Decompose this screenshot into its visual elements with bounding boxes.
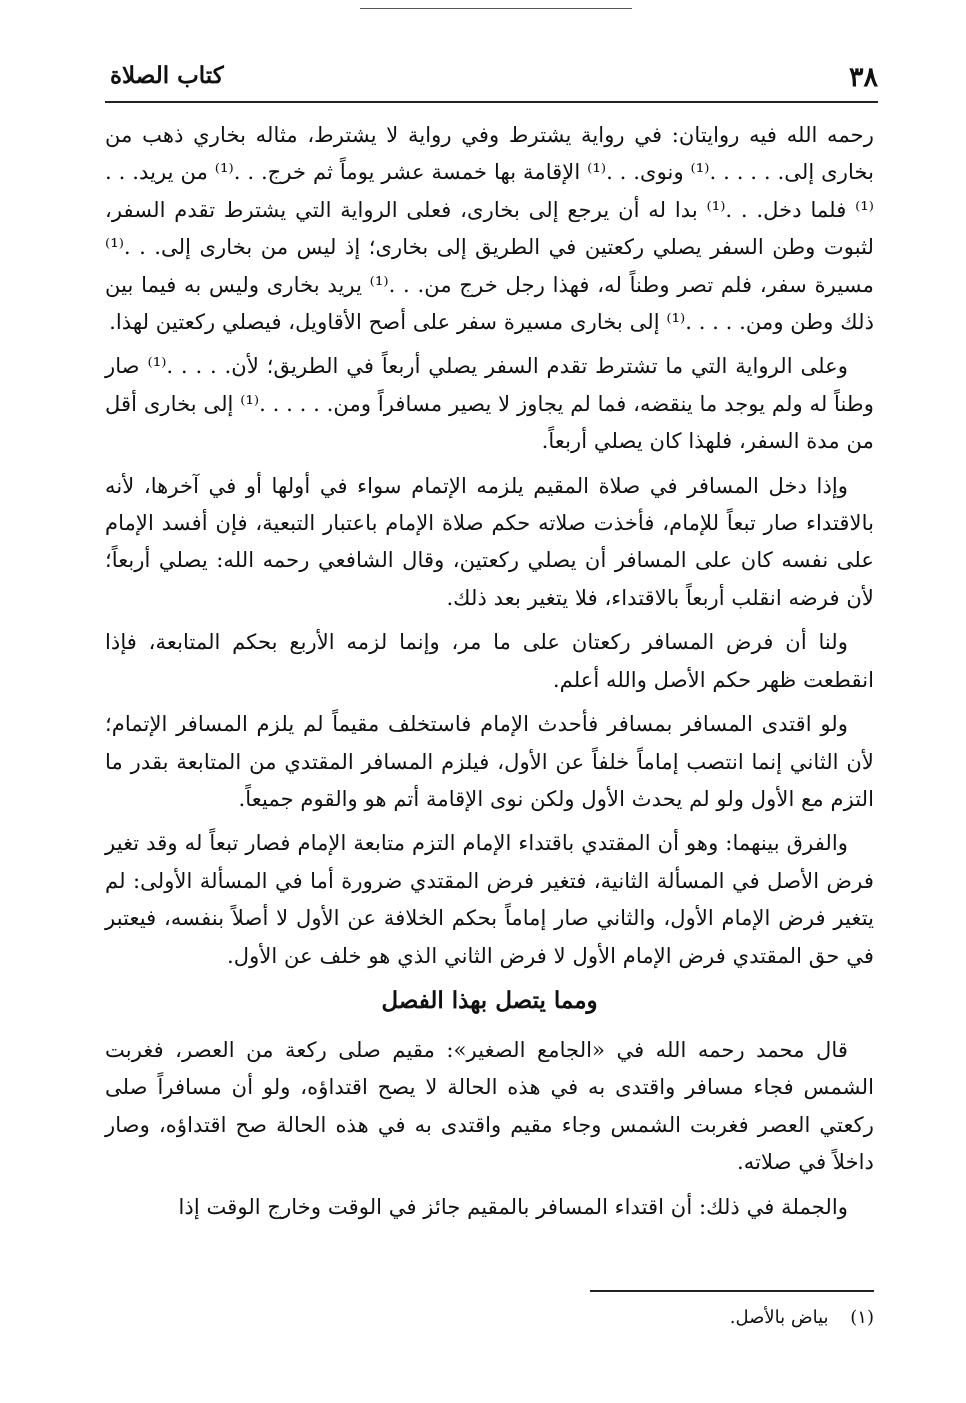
header-rule	[105, 101, 878, 103]
paragraph-1: رحمه الله فيه روايتان: في رواية يشترط وفي رواية لا يشترط، مثاله بخاري ذهب من بخارى إلى. . . . . .⁽¹⁾ ونوى. . .⁽¹⁾ الإقامة بها خمسة عشر يوماً ثم خرج. . .⁽¹⁾ من يريد. . .⁽¹⁾ فلما دخل. . .⁽¹⁾ بدا له أن يرجع إلى بخارى، فعلى الرواية التي يشترط تقدم السفر، لثبوت وطن السفر يصلي ركعتين في الطريق إلى بخارى؛ إذ ليس من بخارى إلى. . .⁽¹⁾ مسيرة سفر، فلم تصر وطناً له، فهذا رجل خرج من. . .⁽¹⁾ يريد بخارى وليس به فيما بين ذلك وطن ومن. . . . .⁽¹⁾ إلى بخارى مسيرة سفر على أصح الأقاويل، فيصلي ركعتين لهذا.	[105, 122, 875, 335]
section-heading: ومما يتصل بهذا الفصل	[381, 986, 598, 1014]
main-text	[105, 116, 874, 1232]
top-decorative-rule	[360, 8, 632, 9]
paragraph-2: وعلى الرواية التي ما تشترط تقدم السفر يصلي أربعاً في الطريق؛ لأن. . . . .⁽¹⁾ صار وطناً له ولم يوجد ما ينقضه، فما لم يجاوز لا يصير مسافراً ومن. . . . . .⁽¹⁾ إلى بخارى أقل من مدة السفر، فلهذا كان يصلي أربعاً.	[105, 353, 874, 454]
page-header	[110, 58, 878, 98]
footnote-rule	[590, 1290, 874, 1292]
footnotes	[105, 1304, 874, 1332]
page-number: ٣٨	[848, 62, 878, 93]
paragraph-5: ولو اقتدى المسافر بمسافر فأحدث الإمام فاستخلف مقيماً لم يلزم المسافر الإتمام؛ لأن الثاني إنما انتصب إماماً خلفاً عن الأول، فيلزم المسافر المقتدي من المتابعة بقدر ما التزم مع الأول ولو لم يحدث الأول ولكن نوى الإقامة أتم هو والقوم جميعاً.	[105, 711, 874, 811]
paragraph-8: والجملة في ذلك: أن اقتداء المسافر بالمقيم جائز في الوقت وخارج الوقت إذا	[178, 1193, 848, 1219]
footnote-text: بياض بالأصل.	[729, 1307, 829, 1328]
paragraph-3: وإذا دخل المسافر في صلاة المقيم يلزمه الإتمام سواء في أولها أو في آخرها، لأنه بالاقتداء صار تبعاً للإمام، فأخذت صلاته حكم صلاة الإمام باعتبار التبعية، فإن أفسد الإمام على نفسه كان على المسافر أن يصلي ركعتين، وقال الشافعي رحمه الله: يصلي أربعاً؛ لأن فرضه انقلب أربعاً بالاقتداء، فلا يتغير بعد ذلك.	[105, 472, 874, 610]
paragraph-7: قال محمد رحمه الله في «الجامع الصغير»: مقيم صلى ركعة من العصر، فغربت الشمس فجاء مسافر واقتدى به في هذه الحالة لا يصح اقتداؤه، ولو أن مسافراً صلى ركعتي العصر فغربت الشمس وجاء مقيم واقتدى به في هذه الحالة صح اقتداؤه، وصار داخلاً في صلاته.	[105, 1036, 874, 1175]
paragraph-6: والفرق بينهما: وهو أن المقتدي باقتداء الإمام التزم متابعة الإمام فصار تبعاً له وقد تغير فرض الأصل في المسألة الثانية، فتغير فرض المقتدي ضرورة أما في المسألة الأولى: لم يتغير فرض الإمام الأول، والثاني صار إماماً بحكم الخلافة عن الأول لا أصلاً بنفسه، فيعتبر في حق المقتدي فرض الإمام الأول لا فرض الثاني الذي هو خلف عن الأول.	[105, 830, 874, 968]
running-title: كتاب الصلاة	[110, 62, 224, 89]
footnote-item	[105, 1304, 874, 1332]
paragraph-4: ولنا أن فرض المسافر ركعتان على ما مر، وإنما لزمه الأربع بحكم المتابعة، فإذا انقطعت ظهر حكم الأصل والله أعلم.	[105, 629, 874, 692]
footnote-number: (١)	[850, 1307, 874, 1328]
